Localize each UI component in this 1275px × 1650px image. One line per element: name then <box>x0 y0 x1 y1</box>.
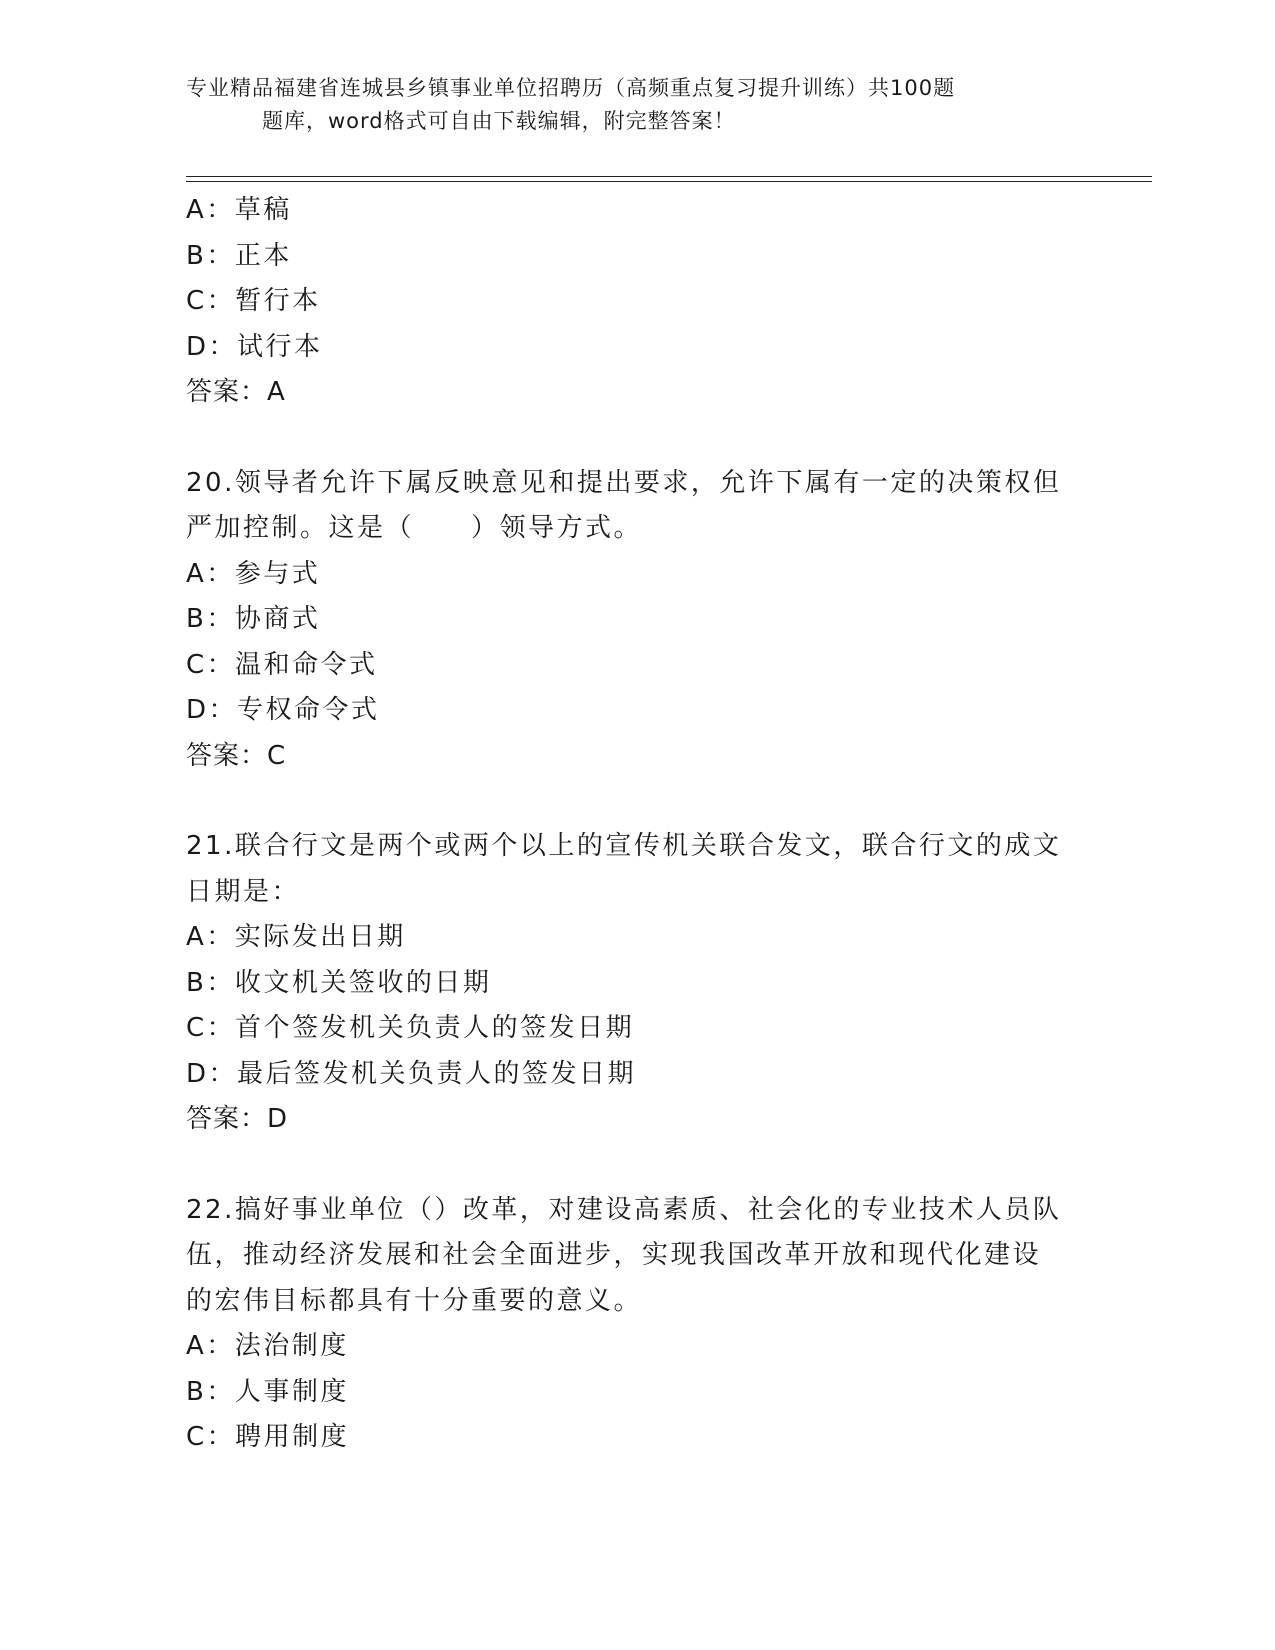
question-spacer <box>186 779 1086 824</box>
option-a: A：实际发出日期 <box>186 922 406 952</box>
option-d: D：试行本 <box>186 331 323 362</box>
option-b: B：收文机关签收的日期 <box>186 967 492 998</box>
question-text-line: 20.领导者允许下属反映意见和提出要求，允许下属有一定的决策权但 <box>186 467 1062 498</box>
question-text-line: 严加控制。这是（ ）领导方式。 <box>186 513 643 543</box>
header-rule-bottom <box>186 181 1152 182</box>
option-d: D：专权命令式 <box>186 695 380 725</box>
question-21 <box>186 824 1086 1143</box>
option-c: C：温和命令式 <box>186 649 378 680</box>
option-a: A：草稿 <box>186 195 292 225</box>
option-b: B：人事制度 <box>186 1376 349 1407</box>
header-rule-top <box>186 176 1152 177</box>
question-20 <box>186 461 1086 780</box>
question-19 <box>186 188 1086 416</box>
question-text-line: 伍，推动经济发展和社会全面进步，实现我国改革开放和现代化建设 <box>186 1240 1042 1270</box>
header-title-line-1: 专业精品福建省连城县乡镇事业单位招聘历（高频重点复习提升训练）共100题 <box>186 76 956 100</box>
answer: 答案：C <box>186 740 287 771</box>
option-c: C：聘用制度 <box>186 1422 350 1452</box>
question-text-line: 21.联合行文是两个或两个以上的宣传机关联合发文，联合行文的成文 <box>186 831 1062 861</box>
question-spacer <box>186 1143 1086 1188</box>
option-a: A：参与式 <box>186 558 321 589</box>
option-a: A：法治制度 <box>186 1331 349 1361</box>
answer: 答案：D <box>186 1104 289 1134</box>
answer: 答案：A <box>186 377 286 407</box>
header-title-line-2: 题库，word格式可自由下载编辑，附完整答案！ <box>262 109 736 133</box>
question-22 <box>186 1188 1086 1461</box>
option-d: D：最后签发机关负责人的签发日期 <box>186 1058 637 1089</box>
document-header <box>186 72 1066 138</box>
question-text-line: 22.搞好事业单位（）改革，对建设高素质、社会化的专业技术人员队 <box>186 1194 1062 1225</box>
option-b: B：协商式 <box>186 604 321 634</box>
question-spacer <box>186 416 1086 461</box>
option-c: C：暂行本 <box>186 286 321 316</box>
question-list <box>186 188 1086 1461</box>
question-text-line: 的宏伟目标都具有十分重要的意义。 <box>186 1285 643 1316</box>
question-text-line: 日期是： <box>186 876 301 907</box>
option-b: B：正本 <box>186 240 292 271</box>
option-c: C：首个签发机关负责人的签发日期 <box>186 1013 635 1043</box>
